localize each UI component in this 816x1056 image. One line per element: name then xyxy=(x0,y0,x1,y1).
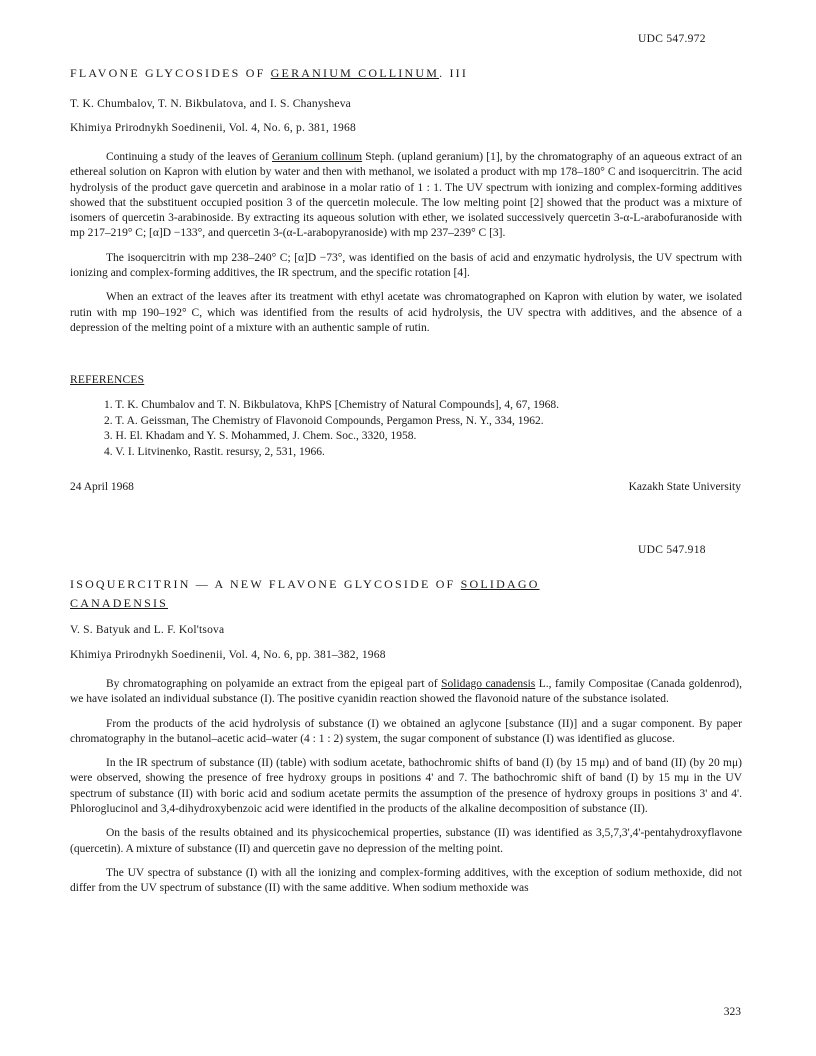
title-prefix: FLAVONE GLYCOSIDES OF xyxy=(70,66,271,80)
udc-code-1: UDC 547.972 xyxy=(638,33,706,45)
article-1-title xyxy=(70,64,468,83)
article-1-journal: Khimiya Prirodnykh Soedinenii, Vol. 4, No. 6, p. 381, 1968 xyxy=(70,122,356,134)
article-2-paragraph-1: By chromatographing on polyamide an extract from the epigeal part of Solidago canadensis L., family Compositae (Canada goldenrod), we have isolated an individual substance (I). The positive cyanidin reaction showed the flavonoid nature of the substance isolated. xyxy=(70,678,742,706)
references-list xyxy=(104,398,744,460)
reference-item: 2. T. A. Geissman, The Chemistry of Flavonoid Compounds, Pergamon Press, N. Y., 334, 1962. xyxy=(104,414,544,427)
article-2-body xyxy=(70,677,742,897)
article-1-body xyxy=(70,150,742,336)
article-1-paragraph-1: Continuing a study of the leaves of Geranium collinum Steph. (upland geranium) [1], by the chromatography of an aqueous extract of an ethereal solution on Kapron with elution by water and then with methanol, we isolated a product with mp 178–180° C and isoquercitrin. The acid hydrolysis of the product gave quercetin and arabinose in a molar ratio of 1 : 1. The UV spectrum with ionizing and complex-forming additives showed that the substituent occupied position 3 of the quercetin molecule. The low melting point [2] showed that the product was a mixture of isomers of quercetin 3-arabinoside. By extracting its aqueous solution with ether, we isolated successively quercetin 3-α-L-arabofuranoside with mp 217–219° C; [α]D −133°, and quercetin 3-(α-L-arabopyranoside) with mp 237–239° C [3]. xyxy=(70,151,742,240)
reference-item: 3. H. El. Khadam and Y. S. Mohammed, J. Chem. Soc., 3320, 1958. xyxy=(104,430,417,442)
species-name: Solidago canadensis xyxy=(441,678,536,690)
article-1-authors: T. K. Chumbalov, T. N. Bikbulatova, and I. S. Chanysheva xyxy=(70,98,351,110)
article-2-journal: Khimiya Prirodnykh Soedinenii, Vol. 4, No. 6, pp. 381–382, 1968 xyxy=(70,649,386,661)
article-2-paragraph-3: In the IR spectrum of substance (II) (table) with sodium acetate, bathochromic shifts of band (I) (by 15 mμ) and of band (II) (by 20 mμ) were observed, showing the presence of free hydroxy groups in positions 4' and 7. The bathochromic shift of band (I) by 15 mμ in the UV spectrum of substance (II) with boric acid and sodium acetate permits the assumption of the presence of hydroxy groups in positions 3' and 4'. Phloroglucinol and 3,4-dihydroxybenzoic acid were identified in the products of the alkaline decomposition of substance (II). xyxy=(70,757,742,816)
title-suffix: . III xyxy=(439,66,469,80)
article-2-paragraph-4: On the basis of the results obtained and its physicochemical properties, substance (II) was identified as 3,5,7,3',4'-pentahydroxyflavone (quercetin). A mixture of substance (II) and quercetin gave no depression of the melting point. xyxy=(70,827,742,855)
species-name: Geranium collinum xyxy=(272,151,363,163)
page-number: 323 xyxy=(723,1006,741,1018)
affiliation: Kazakh State University xyxy=(628,481,741,493)
article-1-paragraph-3: When an extract of the leaves after its treatment with ethyl acetate was chromatographed on Kapron with elution by water, we isolated rutin with mp 190–192° C, which was identified from the results of acid hydrolysis, the UV spectra with additives, and the absence of a depression of the melting point of a mixture with an authentic sample of rutin. xyxy=(70,291,742,334)
article-2-paragraph-2: From the products of the acid hydrolysis of substance (I) we obtained an aglycone [substance (II)] and a sugar component. By paper chromatography in the butanol–acetic acid–water (4 : 1 : 2) system, the sugar component of substance (I) was identified as glucose. xyxy=(70,717,742,745)
references-heading: REFERENCES xyxy=(70,374,145,386)
title-species: SOLIDAGO xyxy=(460,577,540,591)
title-prefix: ISOQUERCITRIN — A NEW FLAVONE GLYCOSIDE OF xyxy=(70,577,461,591)
article-2-paragraph-5: The UV spectra of substance (I) with all the ionizing and complex-forming additives, with the exception of sodium methoxide, did not differ from the UV spectrum of substance (II) with the same additive. When sodium methoxide was xyxy=(70,866,742,895)
title-species: GERANIUM COLLINUM xyxy=(270,66,440,80)
received-date: 24 April 1968 xyxy=(70,481,134,493)
article-2-authors: V. S. Batyuk and L. F. Kol'tsova xyxy=(70,624,225,636)
title-species-continued: CANADENSIS xyxy=(70,596,169,610)
article-2-title xyxy=(70,575,742,613)
article-1-paragraph-2: The isoquercitrin with mp 238–240° C; [α]D −73°, was identified on the basis of acid and enzymatic hydrolysis, the UV spectrum with ionizing and complex-forming additives, the IR spectrum, and the specific rotation [4]. xyxy=(70,251,742,280)
reference-item: 4. V. I. Litvinenko, Rastit. resursy, 2, 531, 1966. xyxy=(104,445,325,458)
udc-code-2: UDC 547.918 xyxy=(638,544,706,556)
reference-item: 1. T. K. Chumbalov and T. N. Bikbulatova, KhPS [Chemistry of Natural Compounds], 4, 67, 1968. xyxy=(104,399,559,411)
